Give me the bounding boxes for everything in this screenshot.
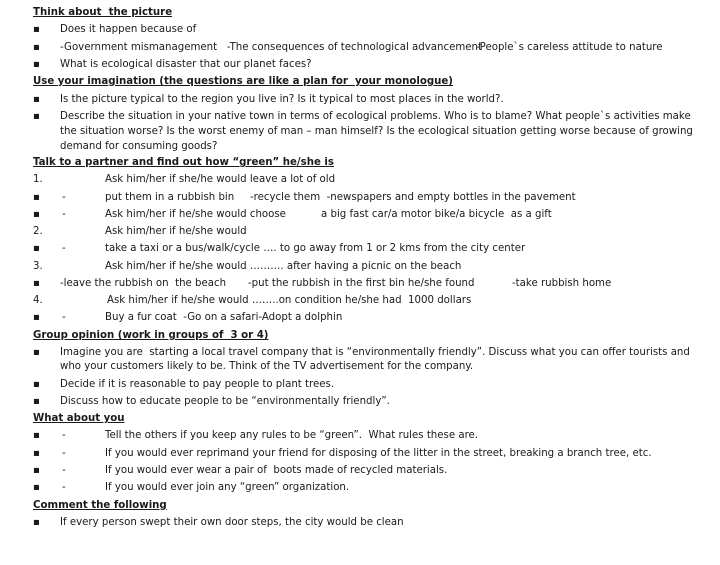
dash-marker: - (62, 209, 66, 220)
bullet-icon: ▪ (33, 278, 40, 289)
bullet-icon: ▪ (33, 42, 40, 53)
bullet-icon: ▪ (33, 430, 40, 441)
heading-group-opinion: Group opinion (work in groups of 3 or 4) (33, 330, 269, 341)
list-item-text: Ask him/her if he/she would ……..on condition he/she had 1000 dollars (107, 295, 472, 306)
list-item-text: If you would ever wear a pair of boots made of recycled materials. (105, 465, 448, 476)
list-item-text: Describe the situation in your native town in terms of ecological problems. Who is to blame? What people`s activities make (60, 111, 691, 122)
list-item-text: Tell the others if you keep any rules to be “green”. What rules these are. (105, 430, 479, 441)
list-item-text: demand for consuming goods? (60, 141, 218, 152)
heading-use-imagination: Use your imagination (the questions are like a plan for your monologue) (33, 76, 453, 87)
bullet-icon: ▪ (33, 111, 40, 122)
item-number: 2. (33, 226, 43, 237)
bullet-icon: ▪ (33, 517, 40, 528)
list-item-text: What is ecological disaster that our planet faces? (60, 59, 312, 70)
list-item-text: the situation worse? Is the worst enemy of man – man himself? Is the ecological situation getting worse because of growing (60, 126, 693, 137)
heading-what-about-you: What about you (33, 413, 125, 424)
dash-marker: - (62, 243, 66, 254)
list-item-text: Ask him/her if he/she would choose (105, 209, 286, 220)
list-item-text: Ask him/her if he/she would (105, 226, 247, 237)
list-item-text: If every person swept their own door steps, the city would be clean (60, 517, 404, 528)
list-item-text: who your customers likely to be. Think of the TV advertisement for the company. (60, 361, 474, 372)
list-item-text: If you would ever join any “green” organization. (105, 482, 350, 493)
list-item-text: -take rubbish home (512, 278, 612, 289)
list-item-text: Imagine you are starting a local travel company that is “environmentally friendly”. Discuss what you can offer tourists and (60, 347, 690, 358)
heading-talk-to-partner: Talk to a partner and find out how “green” he/she is (33, 157, 334, 168)
bullet-icon: ▪ (33, 465, 40, 476)
list-item-text: Ask him/her if she/he would leave a lot of old (105, 174, 336, 185)
list-item-text: If you would ever reprimand your friend for disposing of the litter in the street, breaking a branch tree, etc. (105, 448, 652, 459)
list-item-text: -recycle them -newspapers and empty bottles in the pavement (250, 192, 576, 203)
bullet-icon: ▪ (33, 243, 40, 254)
item-number: 1. (33, 174, 43, 185)
dash-marker: - (62, 192, 66, 203)
list-item-text: put them in a rubbish bin (105, 192, 235, 203)
list-item-text: Is the picture typical to the region you live in? Is it typical to most places in the world?. (60, 94, 504, 105)
dash-marker: - (62, 312, 66, 323)
list-item-text: -leave the rubbish on the beach (60, 278, 227, 289)
bullet-icon: ▪ (33, 94, 40, 105)
dash-marker: - (62, 448, 66, 459)
bullet-icon: ▪ (33, 396, 40, 407)
heading-think-about-picture: Think about the picture (33, 7, 173, 18)
dash-marker: - (62, 430, 66, 441)
list-item (0, 517, 404, 565)
dash-marker: - (62, 482, 66, 493)
item-number: 3. (33, 261, 43, 272)
bullet-icon: ▪ (33, 24, 40, 35)
list-item-text: a big fast car/a motor bike/a bicycle as a gift (321, 209, 552, 220)
bullet-icon: ▪ (33, 347, 40, 358)
list-item-text: take a taxi or a bus/walk/cycle …. to go away from 1 or 2 kms from the city center (105, 243, 526, 254)
bullet-icon: ▪ (33, 312, 40, 323)
list-item-text: Discuss how to educate people to be “environmentally friendly”. (60, 396, 390, 407)
heading-comment-following: Comment the following (33, 500, 167, 511)
bullet-icon: ▪ (33, 192, 40, 203)
list-item-text: -Government mismanagement -The consequences of technological advancement (60, 42, 482, 53)
item-number: 4. (33, 295, 43, 306)
dash-marker: - (62, 465, 66, 476)
bullet-icon: ▪ (33, 448, 40, 459)
bullet-icon: ▪ (33, 209, 40, 220)
bullet-icon: ▪ (33, 379, 40, 390)
list-item-text: Ask him/her if he/she would ………. after having a picnic on the beach (105, 261, 462, 272)
bullet-icon: ▪ (33, 59, 40, 70)
bullet-icon: ▪ (33, 482, 40, 493)
list-item-text: Decide if it is reasonable to pay people to plant trees. (60, 379, 335, 390)
list-item-text: Buy a fur coat -Go on a safari-Adopt a dolphin (105, 312, 343, 323)
list-item-text: -People`s careless attitude to nature (476, 42, 663, 53)
list-item-text: -put the rubbish in the first bin he/she found (248, 278, 475, 289)
list-item-text: Does it happen because of (60, 24, 197, 35)
